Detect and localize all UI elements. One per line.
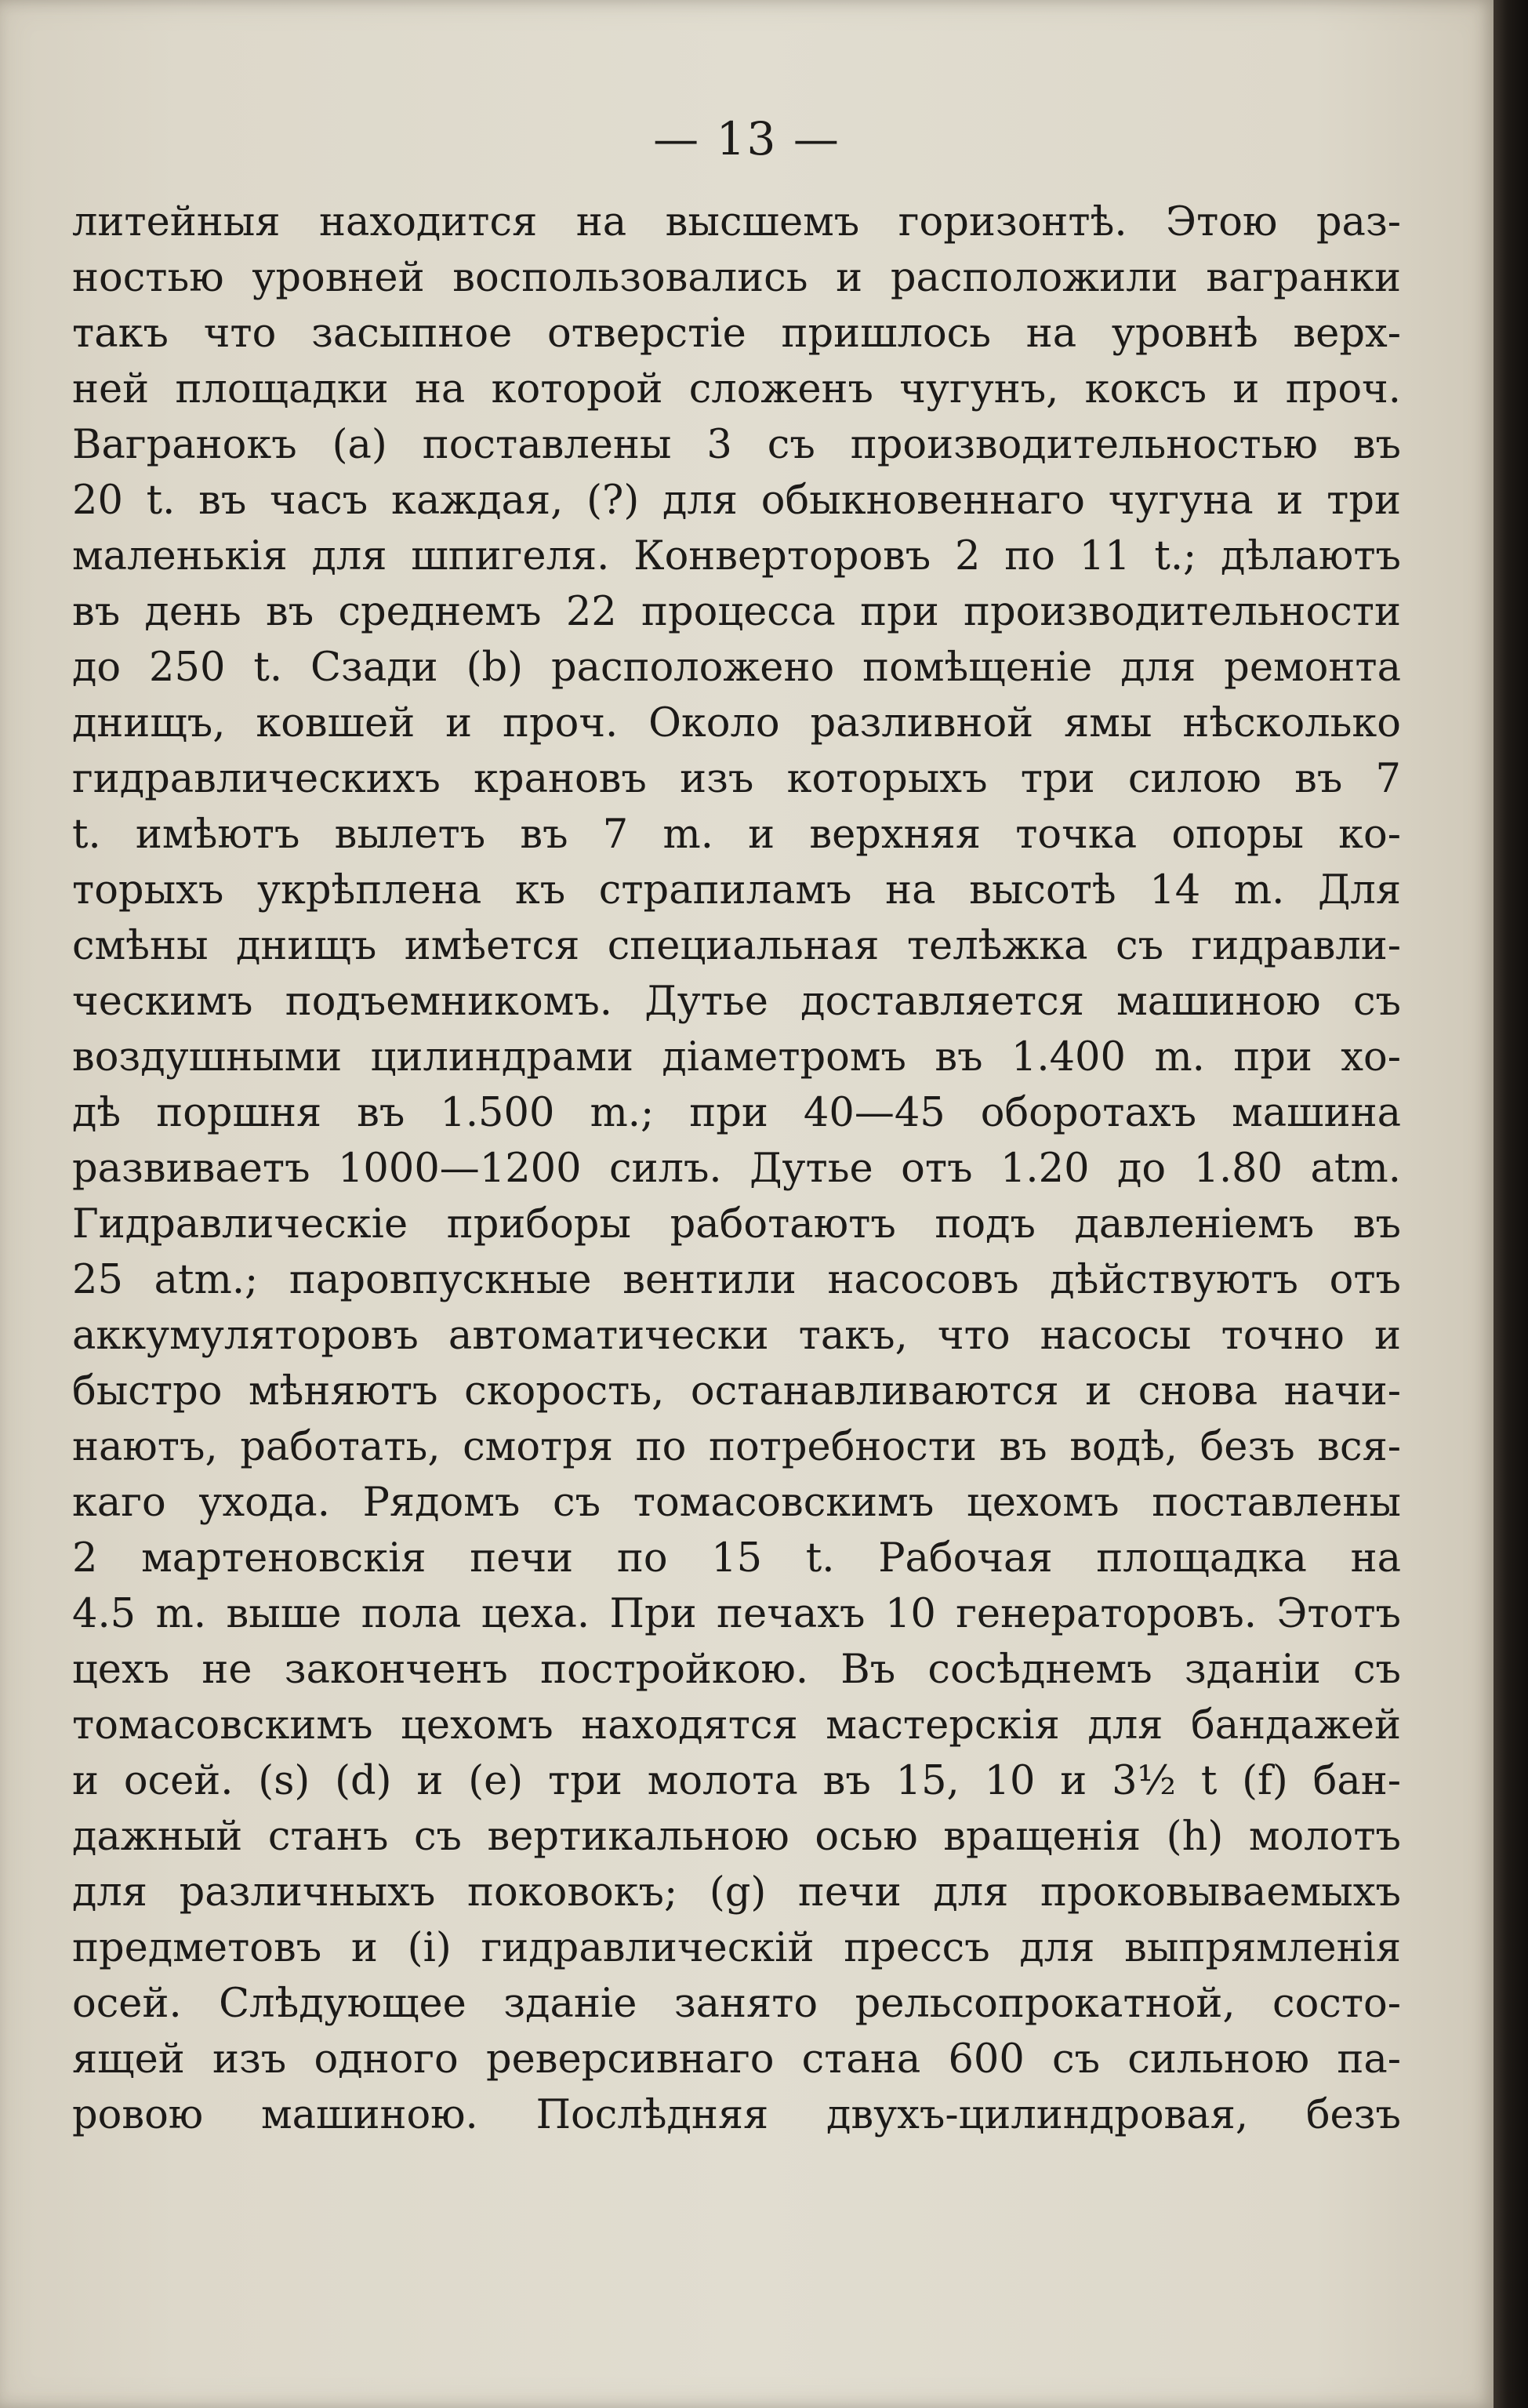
text-line: ностью уровней воспользовались и расположили вагранки: [72, 255, 1401, 301]
text-line: предметовъ и (i) гидравлическій прессъ для выпрямленія: [72, 1925, 1401, 1971]
text-line: дажный станъ съ вертикальною осью вращенія (h) молотъ: [72, 1814, 1401, 1860]
book-page-edge: [1494, 0, 1528, 2408]
text-line: до 250 t. Сзади (b) расположено помѣщеніе для ремонта: [72, 645, 1401, 691]
text-line: ровою машиною. Послѣдняя двухъ-цилиндровая, безъ: [72, 2092, 1401, 2138]
text-line: гидравлическихъ крановъ изъ которыхъ три силою въ 7: [72, 756, 1401, 802]
text-line: въ день въ среднемъ 22 процесса при производительности: [72, 589, 1401, 635]
text-line: 20 t. въ часъ каждая, (?) для обыкновеннаго чугуна и три: [72, 478, 1401, 524]
text-line: днищъ, ковшей и проч. Около разливной ямы нѣсколько: [72, 700, 1401, 746]
text-line: дѣ поршня въ 1.500 m.; при 40—45 оборотахъ машина: [72, 1090, 1401, 1136]
text-line: 4.5 m. выше пола цеха. При печахъ 10 генераторовъ. Этотъ: [72, 1591, 1401, 1637]
text-line: ческимъ подъемникомъ. Дутье доставляется машиною съ: [72, 979, 1401, 1025]
text-line: такъ что засыпное отверстіе пришлось на уровнѣ верх-: [72, 311, 1401, 357]
text-line: наютъ, работать, смотря по потребности въ водѣ, безъ вся-: [72, 1424, 1401, 1470]
text-line: Гидравлическіе приборы работаютъ подъ давленіемъ въ: [72, 1201, 1401, 1248]
text-line: быстро мѣняютъ скорость, останавливаются и снова начи-: [72, 1368, 1401, 1415]
text-line: томасовскимъ цехомъ находятся мастерскія для бандажей: [72, 1702, 1401, 1749]
text-line: маленькія для шпигеля. Конверторовъ 2 по 11 t.; дѣлаютъ: [72, 533, 1401, 579]
text-line: 2 мартеновскія печи по 15 t. Рабочая площадка на: [72, 1535, 1401, 1582]
text-line: аккумуляторовъ автоматически такъ, что насосы точно и: [72, 1313, 1401, 1359]
text-line: Вагранокъ (a) поставлены 3 съ производительностью въ: [72, 422, 1401, 468]
text-line: каго ухода. Рядомъ съ томасовскимъ цехомъ поставлены: [72, 1480, 1401, 1526]
text-line: развиваетъ 1000—1200 силъ. Дутье отъ 1.20 до 1.80 atm.: [72, 1146, 1401, 1192]
text-line: для различныхъ поковокъ; (g) печи для проковываемыхъ: [72, 1869, 1401, 1916]
text-line: t. имѣютъ вылетъ въ 7 m. и верхняя точка опоры ко-: [72, 812, 1401, 858]
text-line: осей. Слѣдующее зданіе занято рельсопрокатной, состо-: [72, 1981, 1401, 2027]
text-line: литейныя находится на высшемъ горизонтѣ. Этою раз-: [72, 199, 1401, 245]
text-line: смѣны днищъ имѣется специальная телѣжка съ гидравли-: [72, 923, 1401, 969]
text-line: ящей изъ одного реверсивнаго стана 600 съ сильною па-: [72, 2036, 1401, 2083]
page-number: — 13 —: [653, 112, 840, 165]
body-text: [72, 194, 1401, 2143]
text-line: 25 atm.; паровпускные вентили насосовъ дѣйствуютъ отъ: [72, 1257, 1401, 1303]
text-line: цехъ не законченъ постройкою. Въ сосѣднемъ зданіи съ: [72, 1647, 1401, 1693]
text-line: и осей. (s) (d) и (e) три молота въ 15, 10 и 3½ t (f) бан-: [72, 1758, 1401, 1804]
text-line: воздушными цилиндрами діаметромъ въ 1.400 m. при хо-: [72, 1034, 1401, 1081]
text-line: торыхъ укрѣплена къ страпиламъ на высотѣ 14 m. Для: [72, 867, 1401, 913]
text-line: ней площадки на которой сложенъ чугунъ, коксъ и проч.: [72, 366, 1401, 412]
